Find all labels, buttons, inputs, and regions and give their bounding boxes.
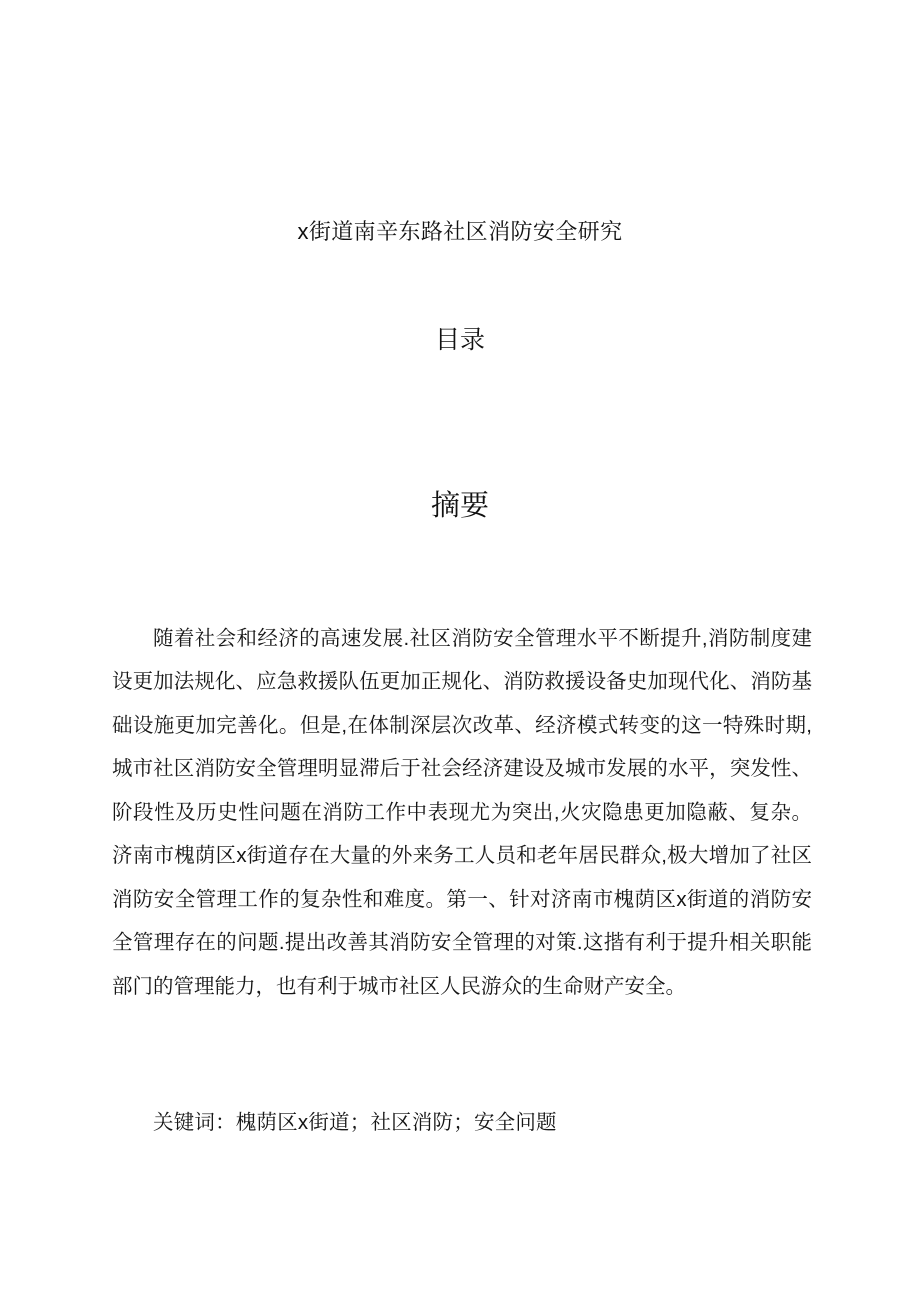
abstract-paragraph: 随着社会和经济的高速发展.社区消防安全管理水平不断提升,消防制度建设更加法规化、应急救援队伍更加正规化、消防救援设备史加现代化、消防基础设施更加完善化。但是,在体制深层次改革、经济模式转变的这一特殊时期,城市社区消防安全管理明显滞后于社会经济建设及城市发展的水平，突发性、阶段性及历史性问题在消防工作中表现尤为突出,火灾隐患更加隐蔽、复杂。济南市槐荫区x街道存在大量的外来务工人员和老年居民群众,极大增加了社区消防安全管理工作的复杂性和难度。第一、针对济南市槐荫区x街道的消防安全管理存在的问题.提出改善其消防安全管理的对策.这揩有利于提升相关职能部门的管理能力，也有利于城市社区人民游众的生命财产安全。 xyxy=(112,626,812,998)
table-of-contents-heading: 目录 xyxy=(434,325,485,354)
abstract-heading: 摘要 xyxy=(430,490,489,523)
page-title: x街道南辛东路社区消防安全研究 xyxy=(297,218,623,244)
abstract-keywords: 关键词：槐荫区x街道；社区消防；安全问题 xyxy=(153,1110,557,1134)
table-of-contents-entries xyxy=(110,350,810,430)
